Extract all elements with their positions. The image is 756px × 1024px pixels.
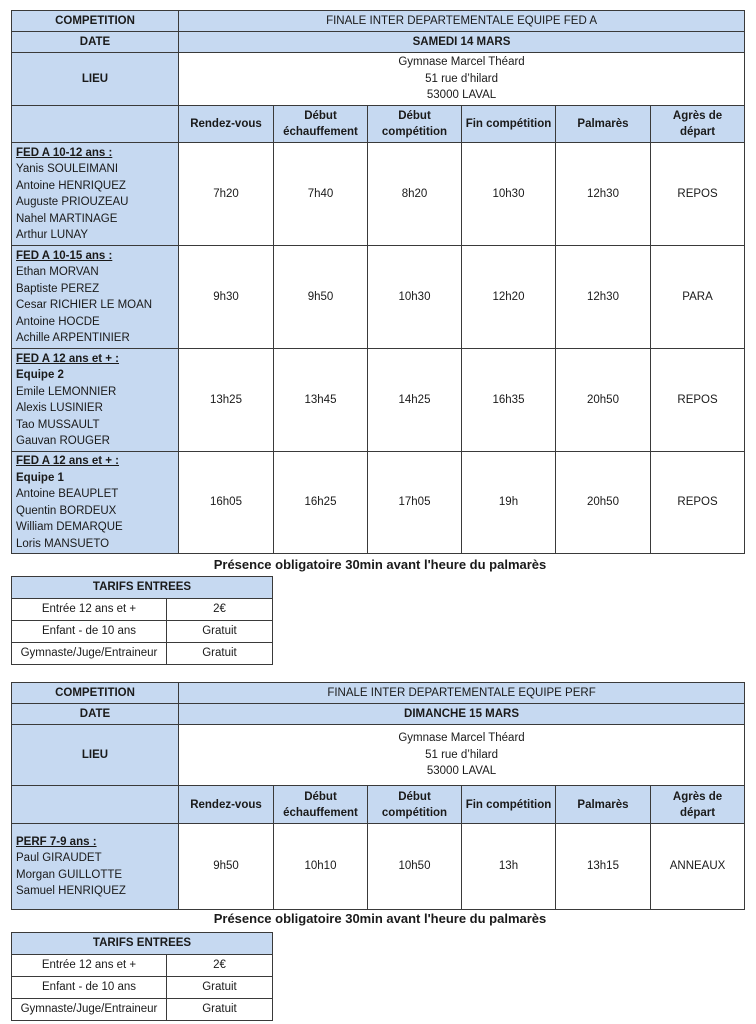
group-cell [12, 824, 179, 910]
time-cell: 12h30 [556, 246, 651, 349]
address-line: 51 rue d’hilard [425, 748, 498, 761]
gymnast-name: Yanis SOULEIMANI [16, 163, 119, 175]
column-header-line: départ [679, 126, 716, 138]
date-value: DIMANCHE 15 MARS [179, 704, 745, 725]
tarifs-header-row [12, 933, 273, 955]
time-cell: 10h50 [368, 824, 462, 910]
tarifs-title: TARIFS ENTREES [12, 577, 273, 599]
column-header-line: échauffement [283, 806, 358, 819]
group-column-header [12, 786, 179, 824]
time-cell: 10h10 [274, 824, 368, 910]
address-line: Gymnase Marcel Théard [398, 732, 525, 745]
tarif-label: Entrée 12 ans et + [12, 955, 167, 977]
column-header-line: compétition [381, 126, 448, 138]
palmares-note-text: Présence obligatoire 30min avant l'heure du palmarès [213, 911, 547, 926]
schedule-table [11, 682, 745, 910]
palmares-note [0, 911, 756, 926]
column-header [274, 106, 368, 143]
gymnast-name: Tao MUSSAULT [16, 418, 100, 431]
tarif-row [12, 955, 273, 977]
time-cell: 9h50 [274, 246, 368, 349]
competition-label: COMPETITION [12, 11, 179, 32]
time-cell: 7h20 [179, 143, 274, 246]
lieu-row [12, 725, 745, 786]
time-cell: 13h [462, 824, 556, 910]
tarif-price: Gratuit [167, 621, 273, 643]
group-title: FED A 12 ans et + : [16, 352, 120, 365]
group-row [12, 349, 745, 452]
column-header-line: Début [398, 790, 431, 803]
time-cell: 7h40 [274, 143, 368, 246]
time-cell: 10h30 [368, 246, 462, 349]
date-label: DATE [12, 704, 179, 725]
time-cell: 16h35 [462, 349, 556, 452]
group-cell [12, 143, 179, 246]
column-header-line: Fin compétition [465, 798, 552, 811]
gymnast-name: Paul GIRAUDET [16, 852, 102, 864]
gymnast-name: Ethan MORVAN [16, 266, 99, 278]
group-row [12, 246, 745, 349]
time-cell: 19h [462, 452, 556, 554]
column-header [462, 106, 556, 143]
group-title: PERF 7-9 ans : [16, 835, 97, 848]
time-cell: 10h30 [462, 143, 556, 246]
address-line: Gymnase Marcel Théard [398, 56, 525, 69]
time-cell: REPOS [651, 143, 745, 246]
tarif-label: Gymnaste/Juge/Entraineur [12, 999, 167, 1021]
palmares-note [0, 557, 756, 572]
gymnast-name: Achille ARPENTINIER [16, 332, 130, 344]
tarif-label: Enfant - de 10 ans [12, 977, 167, 999]
column-header-line: Fin compétition [465, 118, 552, 130]
time-cell: PARA [651, 246, 745, 349]
lieu-address [179, 725, 745, 786]
gymnast-name: William DEMARQUE [16, 521, 123, 533]
gymnast-name: Alexis LUSINIER [16, 402, 103, 414]
date-value: SAMEDI 14 MARS [179, 32, 745, 53]
column-header [556, 786, 651, 824]
date-label: DATE [12, 32, 179, 53]
address-line: 51 rue d’hilard [425, 72, 498, 85]
gymnast-name: Loris MANSUETO [16, 537, 110, 550]
column-header-row [12, 106, 745, 143]
time-cell: 12h20 [462, 246, 556, 349]
column-header [368, 786, 462, 824]
column-header-row [12, 786, 745, 824]
column-header-line: Début [398, 110, 431, 122]
time-cell: 12h30 [556, 143, 651, 246]
time-cell: REPOS [651, 349, 745, 452]
column-header-line: Agrès de [672, 110, 723, 122]
competition-row [12, 683, 745, 704]
gymnast-name: Gauvan ROUGER [16, 435, 110, 447]
tarif-price: Gratuit [167, 643, 273, 665]
column-header [179, 786, 274, 824]
tarif-row [12, 599, 273, 621]
tarif-price: 2€ [167, 955, 273, 977]
time-cell: 16h05 [179, 452, 274, 554]
gymnast-name: Emile LEMONNIER [16, 385, 117, 398]
team-name: Equipe 1 [16, 471, 64, 484]
tarifs-table [11, 932, 273, 1021]
tarif-price: Gratuit [167, 977, 273, 999]
gymnast-name: Antoine HENRIQUEZ [16, 179, 126, 192]
group-row [12, 452, 745, 554]
column-header-line: échauffement [283, 126, 358, 138]
time-cell: 20h50 [556, 349, 651, 452]
group-title: FED A 12 ans et + : [16, 455, 120, 467]
column-header [556, 106, 651, 143]
address-line: 53000 LAVAL [426, 765, 497, 778]
date-row [12, 32, 745, 53]
group-column-header [12, 106, 179, 143]
column-header [462, 786, 556, 824]
lieu-label: LIEU [12, 53, 179, 106]
schedule-table [11, 10, 745, 554]
time-cell: ANNEAUX [651, 824, 745, 910]
tarif-price: 2€ [167, 599, 273, 621]
competition-name: FINALE INTER DEPARTEMENTALE EQUIPE FED A [179, 11, 745, 32]
tarif-row [12, 999, 273, 1021]
time-cell: 9h50 [179, 824, 274, 910]
gymnast-name: Cesar RICHIER LE MOAN [16, 299, 153, 311]
gymnast-name: Morgan GUILLOTTE [16, 868, 123, 881]
address-line: 53000 LAVAL [426, 89, 497, 102]
gymnast-name: Quentin BORDEUX [16, 504, 117, 517]
lieu-address [179, 53, 745, 106]
gymnast-name: Baptiste PEREZ [16, 282, 100, 295]
time-cell: 16h25 [274, 452, 368, 554]
group-title: FED A 10-15 ans : [16, 249, 113, 262]
group-cell [12, 452, 179, 554]
column-header-line: Début [304, 110, 337, 122]
palmares-note-text: Présence obligatoire 30min avant l'heure du palmarès [213, 557, 547, 572]
time-cell: 20h50 [556, 452, 651, 554]
time-cell: 13h25 [179, 349, 274, 452]
tarifs-title: TARIFS ENTREES [12, 933, 273, 955]
gymnast-name: Antoine BEAUPLET [16, 488, 119, 500]
group-cell [12, 349, 179, 452]
competition-label: COMPETITION [12, 683, 179, 704]
column-header [368, 106, 462, 143]
tarif-row [12, 977, 273, 999]
tarifs-table [11, 576, 273, 665]
column-header-line: Début [304, 790, 337, 803]
group-row [12, 143, 745, 246]
group-title: FED A 10-12 ans : [16, 146, 113, 159]
time-cell: REPOS [651, 452, 745, 554]
time-cell: 8h20 [368, 143, 462, 246]
column-header [274, 786, 368, 824]
gymnast-name: Nahel MARTINAGE [16, 212, 118, 225]
column-header-line: compétition [381, 806, 448, 819]
time-cell: 13h15 [556, 824, 651, 910]
tarif-label: Gymnaste/Juge/Entraineur [12, 643, 167, 665]
column-header-line: Rendez-vous [190, 798, 262, 811]
lieu-label: LIEU [12, 725, 179, 786]
time-cell: 17h05 [368, 452, 462, 554]
time-cell: 9h30 [179, 246, 274, 349]
competition-row [12, 11, 745, 32]
competition-name: FINALE INTER DEPARTEMENTALE EQUIPE PERF [179, 683, 745, 704]
column-header [651, 786, 745, 824]
column-header [651, 106, 745, 143]
gymnast-name: Antoine HOCDE [16, 315, 100, 328]
tarif-row [12, 643, 273, 665]
column-header-line: départ [679, 806, 716, 819]
lieu-row [12, 53, 745, 106]
column-header-line: Palmarès [577, 798, 629, 811]
column-header-line: Palmarès [577, 118, 629, 130]
gymnast-name: Auguste PRIOUZEAU [16, 196, 129, 208]
column-header-line: Rendez-vous [190, 118, 262, 130]
time-cell: 14h25 [368, 349, 462, 452]
gymnast-name: Samuel HENRIQUEZ [16, 885, 126, 897]
gymnast-name: Arthur LUNAY [16, 229, 89, 241]
tarif-price: Gratuit [167, 999, 273, 1021]
tarifs-header-row [12, 577, 273, 599]
group-row [12, 824, 745, 910]
tarif-label: Entrée 12 ans et + [12, 599, 167, 621]
column-header [179, 106, 274, 143]
tarif-label: Enfant - de 10 ans [12, 621, 167, 643]
group-cell [12, 246, 179, 349]
date-row [12, 704, 745, 725]
tarif-row [12, 621, 273, 643]
team-name: Equipe 2 [16, 369, 64, 381]
time-cell: 13h45 [274, 349, 368, 452]
column-header-line: Agrès de [672, 790, 723, 803]
